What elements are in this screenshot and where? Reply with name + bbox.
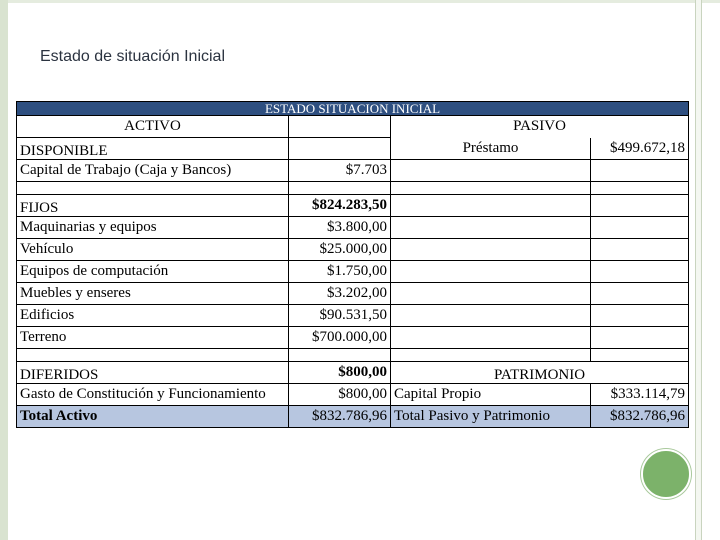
table-row <box>17 116 689 138</box>
table-row <box>17 261 689 283</box>
fijos-item-value: $3.202,00 <box>289 283 391 305</box>
page-title: Estado de situación Inicial <box>40 48 225 65</box>
table-row <box>17 305 689 327</box>
table-row <box>17 349 689 362</box>
total-pasivo-value: $832.786,96 <box>591 406 689 428</box>
activo-heading: ACTIVO <box>17 116 289 138</box>
table-row <box>17 384 689 406</box>
table-header: ESTADO SITUACION INICIAL <box>17 102 689 116</box>
disponible-label: DISPONIBLE <box>17 138 289 160</box>
capital-trabajo-label: Capital de Trabajo (Caja y Bancos) <box>17 160 289 182</box>
gasto-value: $800,00 <box>289 384 391 406</box>
capital-propio-value: $333.114,79 <box>591 384 689 406</box>
balance-sheet-table <box>16 101 689 428</box>
total-activo-value: $832.786,96 <box>289 406 391 428</box>
table-row <box>17 182 689 195</box>
fijos-item-label: Muebles y enseres <box>17 283 289 305</box>
fijos-item-value: $700.000,00 <box>289 327 391 349</box>
total-activo-label: Total Activo <box>17 406 289 428</box>
table-row <box>17 217 689 239</box>
table-row <box>17 195 689 217</box>
table-header-row <box>17 102 689 116</box>
fijos-item-value: $1.750,00 <box>289 261 391 283</box>
table-row <box>17 160 689 182</box>
fijos-label: FIJOS <box>17 195 289 217</box>
frame-top-border <box>0 0 720 3</box>
fijos-item-value: $3.800,00 <box>289 217 391 239</box>
prestamo-label: Préstamo <box>391 138 591 160</box>
table-row <box>17 362 689 384</box>
capital-propio-label: Capital Propio <box>391 384 591 406</box>
diferidos-label: DIFERIDOS <box>17 362 289 384</box>
fijos-item-value: $25.000,00 <box>289 239 391 261</box>
table-row <box>17 327 689 349</box>
fijos-item-label: Vehículo <box>17 239 289 261</box>
diferidos-total: $800,00 <box>289 362 391 384</box>
fijos-item-label: Edificios <box>17 305 289 327</box>
fijos-item-label: Terreno <box>17 327 289 349</box>
gasto-label: Gasto de Constitución y Funcionamiento <box>17 384 289 406</box>
capital-trabajo-value: $7.703 <box>289 160 391 182</box>
total-pasivo-label: Total Pasivo y Patrimonio <box>391 406 591 428</box>
table-row <box>17 138 689 160</box>
total-row <box>17 406 689 428</box>
fijos-total: $824.283,50 <box>289 195 391 217</box>
pasivo-heading: PASIVO <box>391 116 689 138</box>
fijos-item-label: Equipos de computación <box>17 261 289 283</box>
decorative-circle <box>641 449 691 499</box>
frame-right-border <box>695 0 702 540</box>
prestamo-value: $499.672,18 <box>591 138 689 160</box>
patrimonio-label: PATRIMONIO <box>391 362 689 384</box>
table-row <box>17 283 689 305</box>
fijos-item-label: Maquinarias y equipos <box>17 217 289 239</box>
frame-left-border <box>0 0 8 540</box>
fijos-item-value: $90.531,50 <box>289 305 391 327</box>
table-row <box>17 239 689 261</box>
